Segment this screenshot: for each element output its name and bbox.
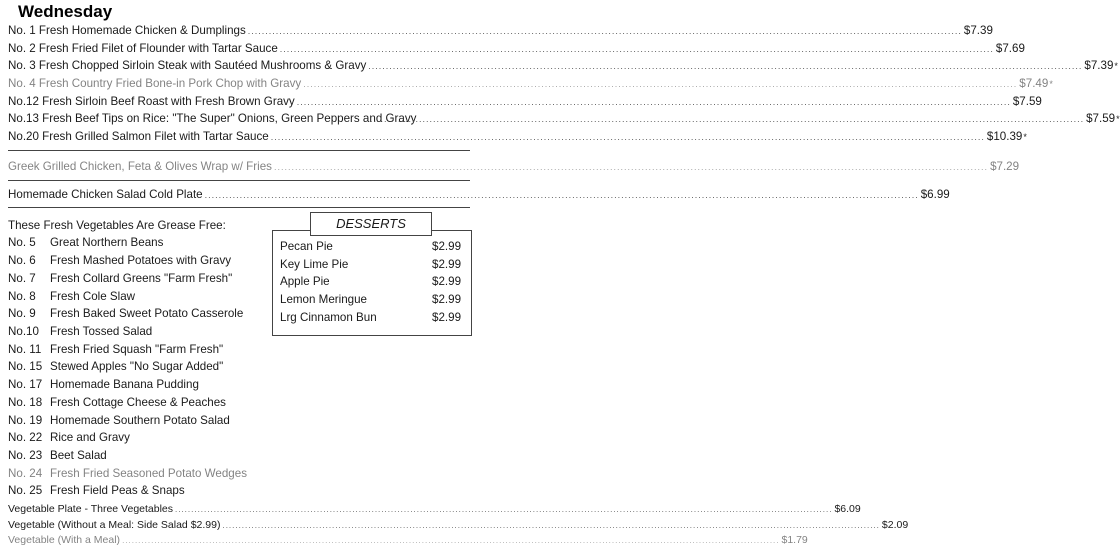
leader-dots — [248, 22, 962, 40]
entree-price: $7.39 — [963, 24, 993, 37]
vegetable-number: No. 7 — [8, 272, 36, 285]
entree-line — [8, 128, 1027, 146]
vegetable-item — [8, 482, 185, 500]
leader-dots — [271, 128, 985, 146]
entree-name: No. 1 Fresh Homemade Chicken & Dumplings — [8, 24, 246, 37]
entree-price: $7.69 — [995, 42, 1025, 55]
vegetables-heading: These Fresh Vegetables Are Grease Free: — [8, 219, 226, 232]
vegetable-item — [8, 412, 230, 430]
vegetable-item — [8, 394, 226, 412]
leader-dots — [303, 75, 1017, 93]
vegetable-name: Fresh Mashed Potatoes with Gravy — [50, 254, 232, 267]
vegetable-item — [8, 234, 163, 252]
plate-price: $1.79 — [781, 534, 808, 546]
entree-line — [8, 22, 993, 40]
dessert-price: $2.99 — [432, 240, 462, 253]
entree-line — [8, 93, 1042, 111]
dessert-price: $2.99 — [432, 293, 462, 306]
dessert-item — [280, 291, 470, 309]
vegetable-name: Fresh Tossed Salad — [50, 325, 153, 338]
vegetable-name: Fresh Baked Sweet Potato Casserole — [50, 307, 244, 320]
plate-price: $6.09 — [834, 503, 861, 515]
vegetable-name: Fresh Collard Greens "Farm Fresh" — [50, 272, 233, 285]
dessert-item — [280, 309, 470, 327]
salad-plate-name: Homemade Chicken Salad Cold Plate — [8, 188, 203, 201]
plate-price: $2.09 — [881, 519, 909, 531]
entree-star: * — [1114, 61, 1118, 71]
dessert-item — [280, 238, 470, 256]
vegetable-item — [8, 447, 107, 465]
entree-name: No.12 Fresh Sirloin Beef Roast with Fresh Brown Gravy — [8, 95, 295, 108]
divider — [8, 150, 470, 151]
vegetable-number: No. 22 — [8, 431, 43, 444]
vegetable-number: No.10 — [8, 325, 39, 338]
vegetable-name: Rice and Gravy — [50, 431, 130, 444]
vegetable-name: Fresh Field Peas & Snaps — [50, 484, 185, 497]
dessert-price: $2.99 — [432, 311, 462, 324]
entree-price: $7.39 — [1084, 59, 1114, 72]
entree-price: $7.49 — [1019, 77, 1049, 90]
dessert-price: $2.99 — [432, 258, 462, 271]
plate-name: Vegetable (With a Meal) — [8, 534, 121, 546]
vegetable-item — [8, 323, 152, 341]
plate-line — [8, 532, 808, 549]
vegetable-number: No. 8 — [8, 290, 36, 303]
divider — [8, 180, 470, 181]
entree-line — [8, 110, 1120, 128]
leader-dots — [205, 186, 919, 204]
dessert-name: Lemon Meringue — [280, 293, 368, 306]
vegetable-number: No. 6 — [8, 254, 36, 267]
entree-price: $7.59 — [1012, 95, 1042, 108]
vegetable-number: No. 23 — [8, 449, 43, 462]
vegetable-name: Fresh Fried Seasoned Potato Wedges — [50, 467, 247, 480]
entree-star: * — [1116, 114, 1120, 124]
vegetable-name: Homemade Southern Potato Salad — [50, 414, 230, 427]
vegetable-item — [8, 465, 247, 483]
desserts-title: DESSERTS — [310, 212, 432, 236]
entree-name: No.13 Fresh Beef Tips on Rice: "The Super" Onions, Green Peppers and Gravy — [8, 112, 417, 125]
entree-price: $10.39 — [986, 130, 1023, 143]
leader-dots — [370, 110, 1084, 128]
salad-plate-line — [8, 186, 950, 204]
entree-price: $7.59 — [1086, 112, 1116, 125]
entree-line — [8, 75, 1053, 93]
entree-name: No. 2 Fresh Fried Filet of Flounder with Tartar Sauce — [8, 42, 278, 55]
entree-name: No. 4 Fresh Country Fried Bone-in Pork Chop with Gravy — [8, 77, 302, 90]
vegetable-item — [8, 270, 232, 288]
entree-line — [8, 57, 1118, 75]
plate-name: Vegetable Plate - Three Vegetables — [8, 503, 174, 515]
entree-name: No. 3 Fresh Chopped Sirloin Steak with Sautéed Mushrooms & Gravy — [8, 59, 367, 72]
dessert-name: Pecan Pie — [280, 240, 333, 253]
vegetable-item — [8, 252, 231, 270]
vegetable-name: Fresh Cottage Cheese & Peaches — [50, 396, 226, 409]
vegetable-name: Homemade Banana Pudding — [50, 378, 199, 391]
leader-dots — [175, 502, 832, 518]
wrap-name: Greek Grilled Chicken, Feta & Olives Wrap w/ Fries — [8, 160, 272, 173]
plate-line — [8, 501, 861, 518]
vegetable-item — [8, 376, 199, 394]
dessert-item — [280, 273, 470, 291]
vegetable-number: No. 25 — [8, 484, 43, 497]
day-heading: Wednesday — [18, 2, 113, 21]
vegetable-item — [8, 341, 223, 359]
vegetable-number: No. 5 — [8, 236, 36, 249]
vegetable-number: No. 19 — [8, 414, 43, 427]
vegetable-name: Fresh Cole Slaw — [50, 290, 136, 303]
entree-name: No.20 Fresh Grilled Salmon Filet with Tartar Sauce — [8, 130, 269, 143]
vegetable-name: Fresh Fried Squash "Farm Fresh" — [50, 343, 224, 356]
vegetable-item — [8, 429, 130, 447]
dessert-name: Lrg Cinnamon Bun — [280, 311, 377, 324]
vegetable-number: No. 24 — [8, 467, 43, 480]
dessert-item — [280, 256, 470, 274]
wrap-price: $7.29 — [990, 160, 1020, 173]
dessert-price: $2.99 — [432, 275, 462, 288]
dessert-name: Key Lime Pie — [280, 258, 349, 271]
vegetable-number: No. 17 — [8, 378, 43, 391]
leader-dots — [274, 158, 988, 176]
entree-star: * — [1023, 132, 1027, 142]
vegetable-number: No. 18 — [8, 396, 43, 409]
wrap-line — [8, 158, 1020, 176]
leader-dots — [368, 57, 1082, 75]
vegetable-name: Great Northern Beans — [50, 236, 164, 249]
vegetable-name: Stewed Apples "No Sugar Added" — [50, 360, 224, 373]
vegetable-item — [8, 288, 135, 306]
leader-dots — [280, 40, 994, 58]
divider — [8, 207, 470, 208]
entree-star: * — [1049, 79, 1053, 89]
vegetable-number: No. 11 — [8, 343, 42, 356]
leader-dots — [122, 533, 779, 549]
vegetable-item — [8, 305, 243, 323]
entree-line — [8, 40, 1025, 58]
leader-dots — [297, 93, 1011, 111]
vegetable-number: No. 15 — [8, 360, 43, 373]
plate-name: Vegetable (Without a Meal: Side Salad $2.99) — [8, 519, 221, 531]
vegetable-item — [8, 358, 223, 376]
salad-plate-price: $6.99 — [920, 188, 950, 201]
vegetable-name: Beet Salad — [50, 449, 107, 462]
vegetable-number: No. 9 — [8, 307, 36, 320]
dessert-name: Apple Pie — [280, 275, 330, 288]
